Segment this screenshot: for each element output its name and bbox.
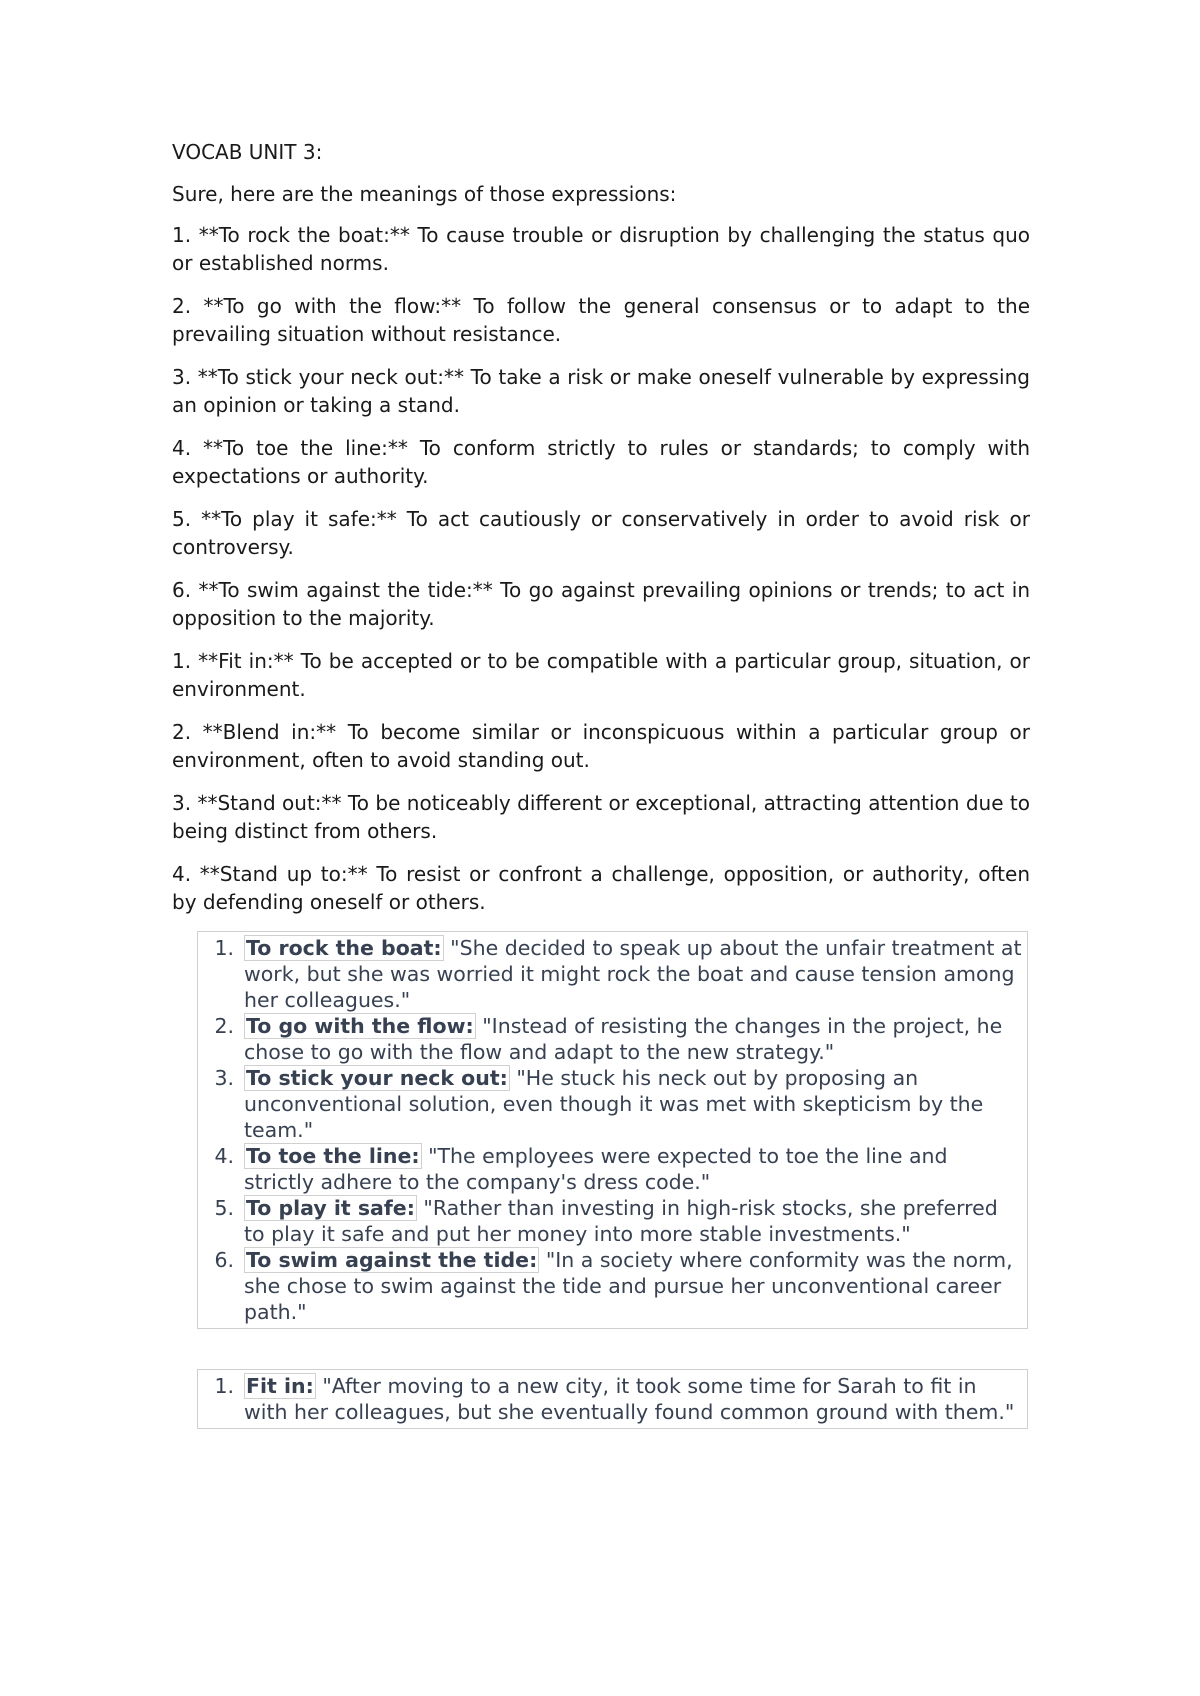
example-body: [244, 1065, 1023, 1143]
example-body: [244, 935, 1023, 1013]
example-term: To stick your neck out:: [246, 1066, 508, 1090]
definition-paragraph: 4. **Stand up to:** To resist or confront a challenge, opposition, or authority, often by defending oneself or others.: [172, 862, 1030, 914]
example-item: [198, 1013, 1023, 1065]
examples-box: [197, 1369, 1028, 1429]
definition-paragraph: 2. **To go with the flow:** To follow the general consensus or to adapt to the prevailing situation without resistance.: [172, 294, 1030, 346]
example-term: To swim against the tide:: [246, 1248, 538, 1272]
example-sentence: "She decided to speak up about the unfair treatment at work, but she was worried it might rock the boat and cause tension among her colleagues.": [244, 936, 1022, 1012]
document-page: [172, 138, 1030, 1429]
example-term: To rock the boat:: [246, 936, 442, 960]
example-item: [198, 1373, 1023, 1425]
definition-paragraph: 1. **To rock the boat:** To cause trouble or disruption by challenging the status quo or established norms.: [172, 223, 1030, 275]
definition-paragraph: 4. **To toe the line:** To conform strictly to rules or standards; to comply with expectations or authority.: [172, 436, 1030, 488]
example-number: 2.: [214, 1014, 234, 1038]
intro-text: Sure, here are the meanings of those expressions:: [172, 182, 677, 206]
examples-box: [197, 931, 1028, 1329]
example-body: [244, 1195, 1023, 1247]
example-item: [198, 1143, 1023, 1195]
definition-paragraph: 2. **Blend in:** To become similar or inconspicuous within a particular group or environment, often to avoid standing out.: [172, 720, 1030, 772]
definition-paragraph: 1. **Fit in:** To be accepted or to be compatible with a particular group, situation, or environment.: [172, 649, 1030, 701]
example-body: [244, 1247, 1023, 1325]
example-sentence: "After moving to a new city, it took some time for Sarah to fit in with her colleagues, but she eventually found common ground with them.": [244, 1374, 1015, 1424]
example-number: 1.: [214, 936, 234, 960]
example-number: 3.: [214, 1066, 234, 1090]
example-sentence: "Rather than investing in high-risk stocks, she preferred to play it safe and put her money into more stable investments.": [244, 1196, 998, 1246]
example-item: [198, 1065, 1023, 1143]
example-number: 1.: [214, 1374, 234, 1398]
example-item: [198, 935, 1023, 1013]
definition-paragraph: 3. **To stick your neck out:** To take a risk or make oneself vulnerable by expressing an opinion or taking a stand.: [172, 365, 1030, 417]
example-term: To go with the flow:: [246, 1014, 474, 1038]
example-body: [244, 1373, 1023, 1425]
definition-paragraph: 5. **To play it safe:** To act cautiously or conservatively in order to avoid risk or controversy.: [172, 507, 1030, 559]
example-sentence: "The employees were expected to toe the line and strictly adhere to the company's dress code.": [244, 1144, 948, 1194]
example-number: 6.: [214, 1248, 234, 1272]
definitions-list: [172, 221, 1030, 916]
example-item: [198, 1247, 1023, 1325]
example-sentence: "In a society where conformity was the norm, she chose to swim against the tide and pursue her unconventional career path.": [244, 1248, 1013, 1324]
document-title: VOCAB UNIT 3:: [172, 140, 323, 164]
example-item: [198, 1195, 1023, 1247]
example-body: [244, 1013, 1023, 1065]
example-sentence: "He stuck his neck out by proposing an unconventional solution, even though it was met with skepticism by the team.": [244, 1066, 984, 1142]
example-term: Fit in:: [246, 1374, 314, 1398]
example-number: 4.: [214, 1144, 234, 1168]
example-body: [244, 1143, 1023, 1195]
definition-paragraph: 3. **Stand out:** To be noticeably different or exceptional, attracting attention due to being distinct from others.: [172, 791, 1030, 843]
example-sentence: "Instead of resisting the changes in the project, he chose to go with the flow and adapt to the new strategy.": [244, 1014, 1003, 1064]
example-term: To toe the line:: [246, 1144, 420, 1168]
example-term: To play it safe:: [246, 1196, 415, 1220]
definition-paragraph: 6. **To swim against the tide:** To go against prevailing opinions or trends; to act in opposition to the majority.: [172, 578, 1030, 630]
example-number: 5.: [214, 1196, 234, 1220]
